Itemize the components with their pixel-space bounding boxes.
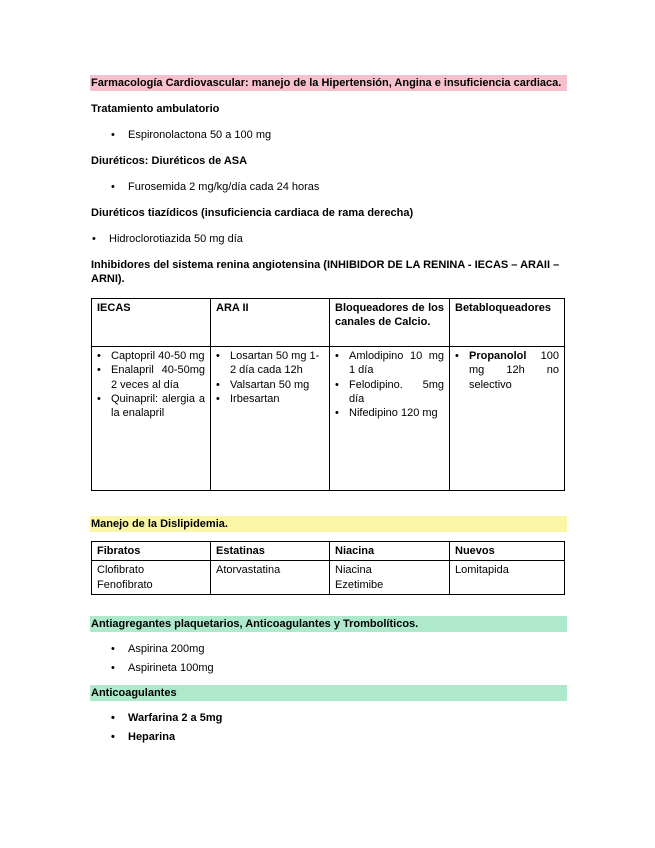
list-item: • Espironolactona 50 a 100 mg <box>111 129 272 141</box>
table-header: IECAS <box>92 299 211 347</box>
section-title-dislipidemia: Manejo de la Dislipidemia. <box>90 516 567 532</box>
list-item: • Valsartan 50 mg <box>216 378 310 391</box>
list-item: • Irbesartan <box>216 392 280 405</box>
heading-renina-angiotensina: Inhibidores del sistema renina angiotensina (INHIBIDOR DE LA RENINA - IECAS – ARAII – ARNI). <box>91 259 560 286</box>
table-cell: Clofibrato Fenofibrato <box>92 561 211 595</box>
table-header: Nuevos <box>450 542 565 561</box>
list-item: • Captopril 40-50 mg <box>97 350 205 362</box>
heading-diureticos-asa: Diuréticos: Diuréticos de ASA <box>91 155 248 167</box>
table-header: Betabloqueadores <box>450 299 565 347</box>
list-item: • Aspirineta 100mg <box>111 662 214 674</box>
list-item: • Propanolol 100 mg 12h no selectivo <box>455 350 559 391</box>
list-item: • Amlodipino 10 mg 1 día <box>335 350 444 377</box>
section-title-antiagregantes: Antiagregantes plaquetarios, Anticoagulantes y Trombolíticos. <box>90 616 567 632</box>
list-item: • Aspirina 200mg <box>111 643 205 655</box>
table-cell <box>92 347 211 491</box>
table-header: Fibratos <box>92 542 211 561</box>
table-cell <box>330 347 450 491</box>
list-item: • Hidroclorotiazida 50 mg día <box>92 233 243 245</box>
table-cell <box>450 347 565 491</box>
section-title-anticoagulantes: Anticoagulantes <box>90 685 567 701</box>
table-header: Bloqueadores de los canales de Calcio. <box>330 299 450 347</box>
list-item: • Warfarina 2 a 5mg <box>111 712 223 724</box>
renin-angiotensin-table <box>91 298 565 491</box>
list-item: • Quinapril: alergia a la enalapril <box>97 392 205 420</box>
list-item: • Enalapril 40-50mg 2 veces al día <box>97 364 205 391</box>
table-cell: Lomitapida <box>450 561 565 595</box>
list-item: • Felodipino. 5mg día <box>335 378 444 405</box>
document-title: Farmacología Cardiovascular: manejo de la Hipertensión, Angina e insuficiencia cardiaca. <box>90 75 567 91</box>
list-item: • Furosemida 2 mg/kg/día cada 24 horas <box>111 181 320 193</box>
table-cell <box>211 347 330 491</box>
heading-tratamiento: Tratamiento ambulatorio <box>91 103 220 115</box>
table-header: ARA II <box>211 299 330 347</box>
table-cell: Niacina Ezetimibe <box>330 561 450 595</box>
list-item: • Nifedipino 120 mg <box>335 407 438 420</box>
table-cell: Atorvastatina <box>211 561 330 595</box>
heading-tiazidicos: Diuréticos tiazídicos (insuficiencia cardiaca de rama derecha) <box>91 207 414 219</box>
list-item: • Heparina <box>111 731 176 743</box>
table-header: Estatinas <box>211 542 330 561</box>
table-header: Niacina <box>330 542 450 561</box>
list-item: • Losartan 50 mg 1-2 día cada 12h <box>216 350 320 377</box>
lipid-table <box>91 541 565 595</box>
